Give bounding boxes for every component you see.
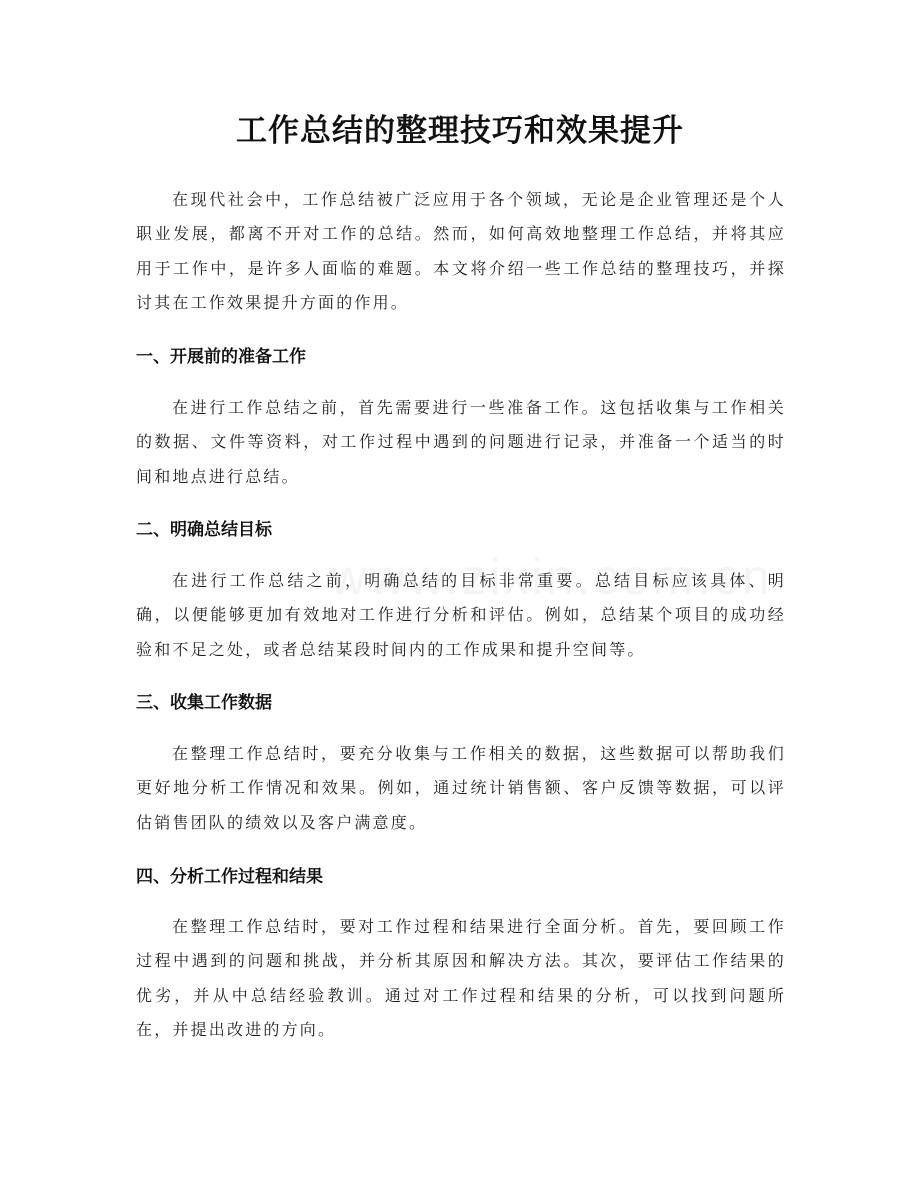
section-body-3: 在整理工作总结时，要充分收集与工作相关的数据，这些数据可以帮助我们更好地分析工作情况和效果。例如，通过统计销售额、客户反馈等数据，可以评估销售团队的绩效以及客户满意度。	[136, 744, 786, 832]
intro-paragraph: 在现代社会中，工作总结被广泛应用于各个领域，无论是企业管理还是个人职业发展，都离不开对工作的总结。然而，如何高效地整理工作总结，并将其应用于工作中，是许多人面临的难题。本文将介绍一些工作总结的整理技巧，并探讨其在工作效果提升方面的作用。	[136, 190, 786, 312]
section-heading-4: 四、分析工作过程和结果	[136, 867, 323, 887]
section-heading-3: 三、收集工作数据	[136, 693, 272, 713]
document-title: 工作总结的整理技巧和效果提升	[236, 113, 684, 149]
section-body-1: 在进行工作总结之前，首先需要进行一些准备工作。这包括收集与工作相关的数据、文件等资料，对工作过程中遇到的问题进行记录，并准备一个适当的时间和地点进行总结。	[136, 398, 786, 486]
section-body-4: 在整理工作总结时，要对工作过程和结果进行全面分析。首先，要回顾工作过程中遇到的问题和挑战，并分析其原因和解决方法。其次，要评估工作结果的优劣，并从中总结经验教训。通过对工作过程和结果的分析，可以找到问题所在，并提出改进的方向。	[136, 917, 786, 1039]
section-heading-2: 二、明确总结目标	[136, 520, 272, 540]
section-body-2: 在进行工作总结之前，明确总结的目标非常重要。总结目标应该具体、明确，以便能够更加有效地对工作进行分析和评估。例如，总结某个项目的成功经验和不足之处，或者总结某段时间内的工作成果和提升空间等。	[136, 571, 786, 659]
section-heading-1: 一、开展前的准备工作	[136, 347, 306, 367]
